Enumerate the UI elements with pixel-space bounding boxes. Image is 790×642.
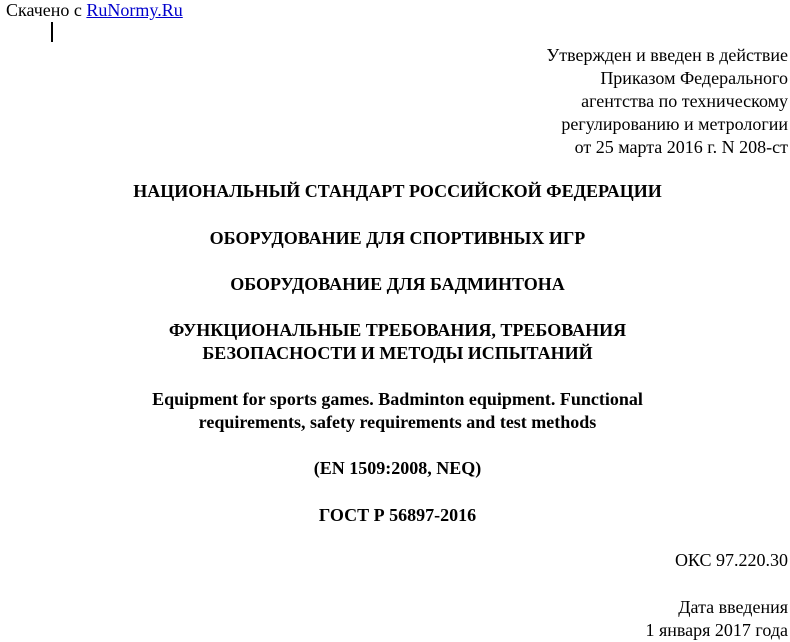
source-note [6,0,183,20]
equivalence-note: (EN 1509:2008, NEQ) [313,458,482,478]
english-title-line-1: Equipment for sports games. Badminton equipment. Functional [152,389,643,409]
english-title-line-2: requirements, safety requirements and test methods [198,412,597,432]
introduction-label: Дата введения [678,597,788,617]
introduction-date: 1 января 2017 года [645,620,788,640]
approval-line: от 25 марта 2016 г. N 208-ст [574,137,788,157]
subcategory-heading: ОБОРУДОВАНИЕ ДЛЯ БАДМИНТОНА [230,274,565,294]
text-cursor [51,22,53,42]
source-prefix: Скачено с [6,0,87,20]
category-heading: ОБОРУДОВАНИЕ ДЛЯ СПОРТИВНЫХ ИГР [209,228,586,248]
approval-line: регулированию и метрологии [561,114,788,134]
runormy-link[interactable]: RuNormy.Ru [86,0,183,20]
standard-code: ГОСТ Р 56897-2016 [318,505,477,525]
oks-code: ОКС 97.220.30 [674,550,788,570]
title-line-1: ФУНКЦИОНАЛЬНЫЕ ТРЕБОВАНИЯ, ТРЕБОВАНИЯ [168,320,627,340]
approval-line: агентства по техническому [581,91,788,111]
approval-line: Утвержден и введен в действие [546,45,788,65]
approval-block [546,44,788,159]
title-line-2: БЕЗОПАСНОСТИ И МЕТОДЫ ИСПЫТАНИЙ [202,343,593,363]
approval-line: Приказом Федерального [600,68,788,88]
standard-type-heading: НАЦИОНАЛЬНЫЙ СТАНДАРТ РОССИЙСКОЙ ФЕДЕРАЦИИ [133,181,662,201]
